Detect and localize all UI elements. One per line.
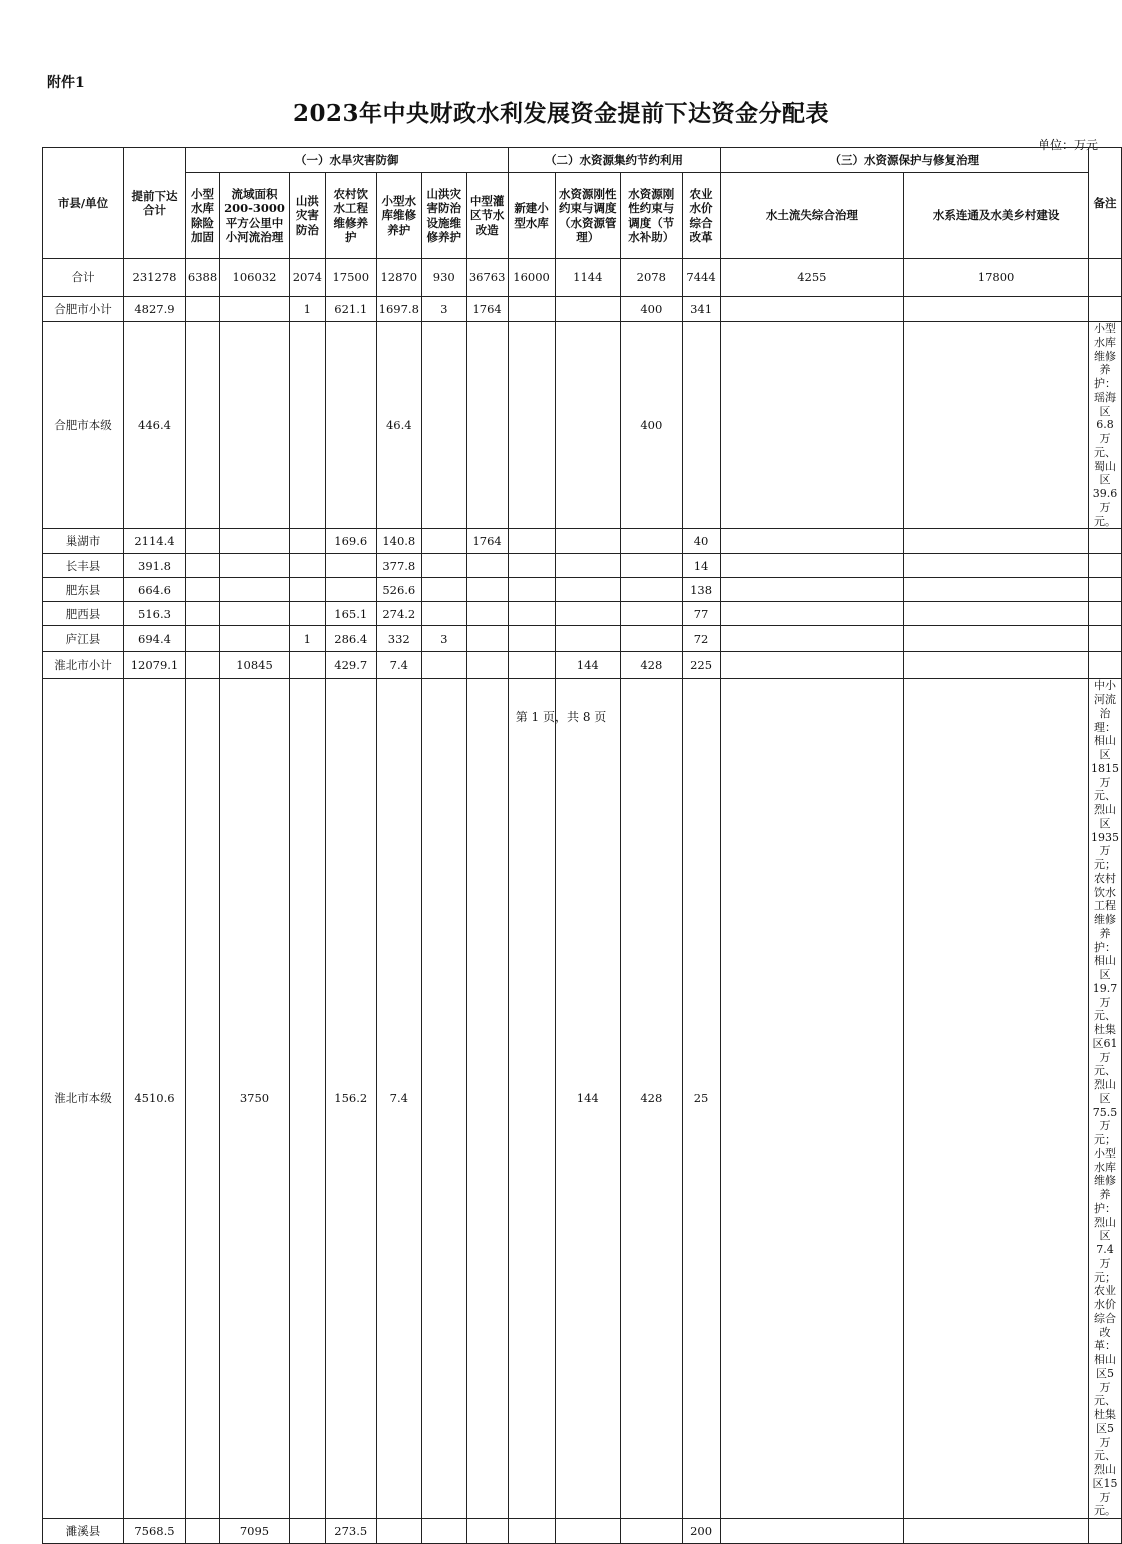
cell-c1 bbox=[185, 554, 219, 578]
header-river-governance: 流域面积200-3000平方公里中小河流治理 bbox=[220, 173, 290, 259]
cell-c8 bbox=[508, 652, 555, 679]
cell-c8 bbox=[508, 297, 555, 322]
table-row bbox=[43, 626, 1122, 652]
header-water-saving-subsidy: 水资源刚性约束与调度（节水补助） bbox=[621, 173, 683, 259]
cell-c9 bbox=[555, 322, 621, 529]
cell-c10 bbox=[621, 554, 683, 578]
cell-c12 bbox=[720, 652, 904, 679]
cell-c3 bbox=[289, 679, 325, 1519]
header-small-reservoir-maintenance: 小型水库维修养护 bbox=[376, 173, 421, 259]
table-row bbox=[43, 297, 1122, 322]
cell-c12 bbox=[720, 297, 904, 322]
header-group-water-saving: （二）水资源集约节约利用 bbox=[508, 148, 720, 173]
cell-c11: 341 bbox=[682, 297, 720, 322]
cell-c8 bbox=[508, 322, 555, 529]
cell-c3: 1 bbox=[289, 626, 325, 652]
cell-c8 bbox=[508, 679, 555, 1519]
cell-c11: 25 bbox=[682, 679, 720, 1519]
header-remarks: 备注 bbox=[1089, 148, 1122, 259]
cell-c9 bbox=[555, 529, 621, 554]
cell-c10 bbox=[621, 602, 683, 626]
cell-c4: 156.2 bbox=[325, 679, 376, 1519]
cell-c9 bbox=[555, 297, 621, 322]
header-flash-flood-prevention: 山洪灾害防治 bbox=[289, 173, 325, 259]
cell-total: 391.8 bbox=[124, 554, 186, 578]
cell-total: 231278 bbox=[124, 259, 186, 297]
cell-c1 bbox=[185, 626, 219, 652]
cell-c13 bbox=[904, 578, 1089, 602]
cell-c10: 2078 bbox=[621, 259, 683, 297]
cell-c12 bbox=[720, 602, 904, 626]
table-row bbox=[43, 259, 1122, 297]
cell-remark: 中小河流治理：相山区1815万元、烈山区1935万元；农村饮水工程维修养护：相山区19.7万元、杜集区61万元、烈山区75.5万元；小型水库维修养护：烈山区7.4万元；农业水价综合改革：相山区5万元、杜集区5万元、烈山区15万元。 bbox=[1089, 679, 1122, 1519]
cell-c8 bbox=[508, 626, 555, 652]
cell-c12: 4255 bbox=[720, 259, 904, 297]
unit-label: 单位：万元 bbox=[1037, 138, 1098, 152]
cell-c5: 377.8 bbox=[376, 554, 421, 578]
cell-c6 bbox=[421, 578, 466, 602]
header-flash-flood-facility-maintenance: 山洪灾害防治设施维修养护 bbox=[421, 173, 466, 259]
header-new-small-reservoir: 新建小型水库 bbox=[508, 173, 555, 259]
cell-remark: 小型水库维修养护：瑶海区6.8万元、蜀山区39.6万元。 bbox=[1089, 322, 1122, 529]
cell-county: 肥西县 bbox=[43, 602, 124, 626]
cell-c3 bbox=[289, 1519, 325, 1544]
cell-c6: 930 bbox=[421, 259, 466, 297]
cell-county: 合肥市本级 bbox=[43, 322, 124, 529]
cell-c8: 16000 bbox=[508, 259, 555, 297]
cell-total: 664.6 bbox=[124, 578, 186, 602]
cell-c7 bbox=[466, 322, 508, 529]
cell-county: 濉溪县 bbox=[43, 1519, 124, 1544]
cell-total: 2114.4 bbox=[124, 529, 186, 554]
cell-c7 bbox=[466, 554, 508, 578]
cell-county: 合计 bbox=[43, 259, 124, 297]
cell-c6 bbox=[421, 602, 466, 626]
cell-c3: 1 bbox=[289, 297, 325, 322]
cell-c1 bbox=[185, 602, 219, 626]
cell-c5: 526.6 bbox=[376, 578, 421, 602]
table-row bbox=[43, 1519, 1122, 1544]
cell-c11: 40 bbox=[682, 529, 720, 554]
header-irrigation-renovation: 中型灌区节水改造 bbox=[466, 173, 508, 259]
cell-c11: 14 bbox=[682, 554, 720, 578]
cell-remark bbox=[1089, 259, 1122, 297]
cell-c2 bbox=[220, 554, 290, 578]
cell-c7: 36763 bbox=[466, 259, 508, 297]
cell-c4: 169.6 bbox=[325, 529, 376, 554]
cell-c2: 7095 bbox=[220, 1519, 290, 1544]
cell-c1 bbox=[185, 652, 219, 679]
cell-c2 bbox=[220, 529, 290, 554]
cell-c2 bbox=[220, 578, 290, 602]
cell-c9: 1144 bbox=[555, 259, 621, 297]
cell-c10 bbox=[621, 578, 683, 602]
cell-total: 446.4 bbox=[124, 322, 186, 529]
cell-c8 bbox=[508, 1519, 555, 1544]
cell-c3 bbox=[289, 554, 325, 578]
page-footer: 第 1 页，共 8 页 bbox=[515, 710, 607, 724]
cell-c1 bbox=[185, 679, 219, 1519]
cell-c2 bbox=[220, 602, 290, 626]
cell-c7 bbox=[466, 1519, 508, 1544]
table-row bbox=[43, 652, 1122, 679]
cell-c10: 428 bbox=[621, 652, 683, 679]
cell-c11: 7444 bbox=[682, 259, 720, 297]
header-water-price-reform: 农业水价综合改革 bbox=[682, 173, 720, 259]
cell-c2 bbox=[220, 626, 290, 652]
cell-c3: 2074 bbox=[289, 259, 325, 297]
cell-c2 bbox=[220, 297, 290, 322]
cell-county: 肥东县 bbox=[43, 578, 124, 602]
cell-c9 bbox=[555, 578, 621, 602]
cell-c5: 7.4 bbox=[376, 652, 421, 679]
cell-c2 bbox=[220, 322, 290, 529]
cell-c10 bbox=[621, 1519, 683, 1544]
cell-c4: 429.7 bbox=[325, 652, 376, 679]
cell-remark bbox=[1089, 578, 1122, 602]
cell-county: 合肥市小计 bbox=[43, 297, 124, 322]
cell-c3 bbox=[289, 602, 325, 626]
cell-c5: 332 bbox=[376, 626, 421, 652]
cell-c12 bbox=[720, 1519, 904, 1544]
cell-c7 bbox=[466, 679, 508, 1519]
cell-c1: 6388 bbox=[185, 259, 219, 297]
cell-c3 bbox=[289, 529, 325, 554]
cell-c6 bbox=[421, 554, 466, 578]
cell-c12 bbox=[720, 529, 904, 554]
cell-county: 庐江县 bbox=[43, 626, 124, 652]
cell-c11 bbox=[682, 322, 720, 529]
cell-c12 bbox=[720, 322, 904, 529]
cell-c9: 144 bbox=[555, 679, 621, 1519]
cell-c13: 17800 bbox=[904, 259, 1089, 297]
cell-c4: 286.4 bbox=[325, 626, 376, 652]
cell-remark bbox=[1089, 602, 1122, 626]
table-row bbox=[43, 679, 1122, 1519]
cell-c13 bbox=[904, 322, 1089, 529]
cell-c7: 1764 bbox=[466, 297, 508, 322]
cell-c9 bbox=[555, 626, 621, 652]
page-title: 2023年中央财政水利发展资金提前下达资金分配表 bbox=[292, 100, 829, 127]
cell-c11: 200 bbox=[682, 1519, 720, 1544]
cell-total: 4510.6 bbox=[124, 679, 186, 1519]
cell-c2: 3750 bbox=[220, 679, 290, 1519]
cell-c7 bbox=[466, 652, 508, 679]
cell-c2: 106032 bbox=[220, 259, 290, 297]
cell-c5: 1697.8 bbox=[376, 297, 421, 322]
cell-c12 bbox=[720, 578, 904, 602]
cell-c4 bbox=[325, 554, 376, 578]
cell-total: 7568.5 bbox=[124, 1519, 186, 1544]
cell-c1 bbox=[185, 1519, 219, 1544]
cell-remark bbox=[1089, 529, 1122, 554]
table-row bbox=[43, 602, 1122, 626]
cell-c10: 400 bbox=[621, 297, 683, 322]
cell-c3 bbox=[289, 652, 325, 679]
cell-c6 bbox=[421, 652, 466, 679]
cell-c13 bbox=[904, 679, 1089, 1519]
cell-c11: 225 bbox=[682, 652, 720, 679]
header-county: 市县/单位 bbox=[43, 148, 124, 259]
cell-c1 bbox=[185, 578, 219, 602]
cell-c7 bbox=[466, 626, 508, 652]
header-group-water-protection: （三）水资源保护与修复治理 bbox=[720, 148, 1088, 173]
cell-c4: 17500 bbox=[325, 259, 376, 297]
cell-c11: 138 bbox=[682, 578, 720, 602]
cell-c9 bbox=[555, 1519, 621, 1544]
cell-c6 bbox=[421, 322, 466, 529]
cell-county: 长丰县 bbox=[43, 554, 124, 578]
cell-c4: 621.1 bbox=[325, 297, 376, 322]
header-water-management: 水资源刚性约束与调度（水资源管理） bbox=[555, 173, 621, 259]
cell-c7 bbox=[466, 602, 508, 626]
cell-c13 bbox=[904, 602, 1089, 626]
table-row bbox=[43, 529, 1122, 554]
cell-c13 bbox=[904, 652, 1089, 679]
header-soil-erosion: 水土流失综合治理 bbox=[720, 173, 904, 259]
cell-total: 694.4 bbox=[124, 626, 186, 652]
cell-total: 12079.1 bbox=[124, 652, 186, 679]
cell-county: 淮北市本级 bbox=[43, 679, 124, 1519]
cell-c10: 400 bbox=[621, 322, 683, 529]
cell-c8 bbox=[508, 578, 555, 602]
cell-remark bbox=[1089, 297, 1122, 322]
cell-c2: 10845 bbox=[220, 652, 290, 679]
cell-c3 bbox=[289, 322, 325, 529]
cell-c4 bbox=[325, 322, 376, 529]
cell-county: 巢湖市 bbox=[43, 529, 124, 554]
cell-c10 bbox=[621, 529, 683, 554]
header-small-reservoir-reinforcement: 小型水库除险加固 bbox=[185, 173, 219, 259]
cell-c8 bbox=[508, 602, 555, 626]
cell-c1 bbox=[185, 322, 219, 529]
table-row bbox=[43, 578, 1122, 602]
allocation-table bbox=[42, 147, 1122, 1544]
cell-c6 bbox=[421, 529, 466, 554]
header-rural-water-maintenance: 农村饮水工程维修养护 bbox=[325, 173, 376, 259]
header-total: 提前下达合计 bbox=[124, 148, 186, 259]
cell-c5: 12870 bbox=[376, 259, 421, 297]
cell-remark bbox=[1089, 652, 1122, 679]
cell-c8 bbox=[508, 529, 555, 554]
cell-c4: 165.1 bbox=[325, 602, 376, 626]
cell-c12 bbox=[720, 554, 904, 578]
cell-c13 bbox=[904, 297, 1089, 322]
cell-c3 bbox=[289, 578, 325, 602]
cell-total: 4827.9 bbox=[124, 297, 186, 322]
cell-c5: 274.2 bbox=[376, 602, 421, 626]
cell-c13 bbox=[904, 626, 1089, 652]
cell-c5: 46.4 bbox=[376, 322, 421, 529]
table-row bbox=[43, 322, 1122, 529]
table-row bbox=[43, 554, 1122, 578]
cell-c4 bbox=[325, 578, 376, 602]
cell-remark bbox=[1089, 626, 1122, 652]
cell-c5: 7.4 bbox=[376, 679, 421, 1519]
cell-c11: 77 bbox=[682, 602, 720, 626]
cell-c11: 72 bbox=[682, 626, 720, 652]
attachment-label: 附件1 bbox=[47, 75, 85, 91]
cell-c1 bbox=[185, 529, 219, 554]
cell-remark bbox=[1089, 554, 1122, 578]
cell-c12 bbox=[720, 626, 904, 652]
cell-c13 bbox=[904, 554, 1089, 578]
cell-c7: 1764 bbox=[466, 529, 508, 554]
cell-c5 bbox=[376, 1519, 421, 1544]
cell-c12 bbox=[720, 679, 904, 1519]
cell-c5: 140.8 bbox=[376, 529, 421, 554]
cell-c6: 3 bbox=[421, 626, 466, 652]
cell-c9 bbox=[555, 602, 621, 626]
cell-total: 516.3 bbox=[124, 602, 186, 626]
cell-c10: 428 bbox=[621, 679, 683, 1519]
cell-c10 bbox=[621, 626, 683, 652]
cell-c6 bbox=[421, 679, 466, 1519]
cell-c4: 273.5 bbox=[325, 1519, 376, 1544]
cell-c7 bbox=[466, 578, 508, 602]
cell-c1 bbox=[185, 297, 219, 322]
cell-c6 bbox=[421, 1519, 466, 1544]
cell-c13 bbox=[904, 529, 1089, 554]
cell-county: 淮北市小计 bbox=[43, 652, 124, 679]
header-group-disaster-prevention: （一）水旱灾害防御 bbox=[185, 148, 508, 173]
cell-c6: 3 bbox=[421, 297, 466, 322]
header-water-system-connection: 水系连通及水美乡村建设 bbox=[904, 173, 1089, 259]
cell-remark bbox=[1089, 1519, 1122, 1544]
cell-c9 bbox=[555, 554, 621, 578]
cell-c9: 144 bbox=[555, 652, 621, 679]
cell-c13 bbox=[904, 1519, 1089, 1544]
cell-c8 bbox=[508, 554, 555, 578]
